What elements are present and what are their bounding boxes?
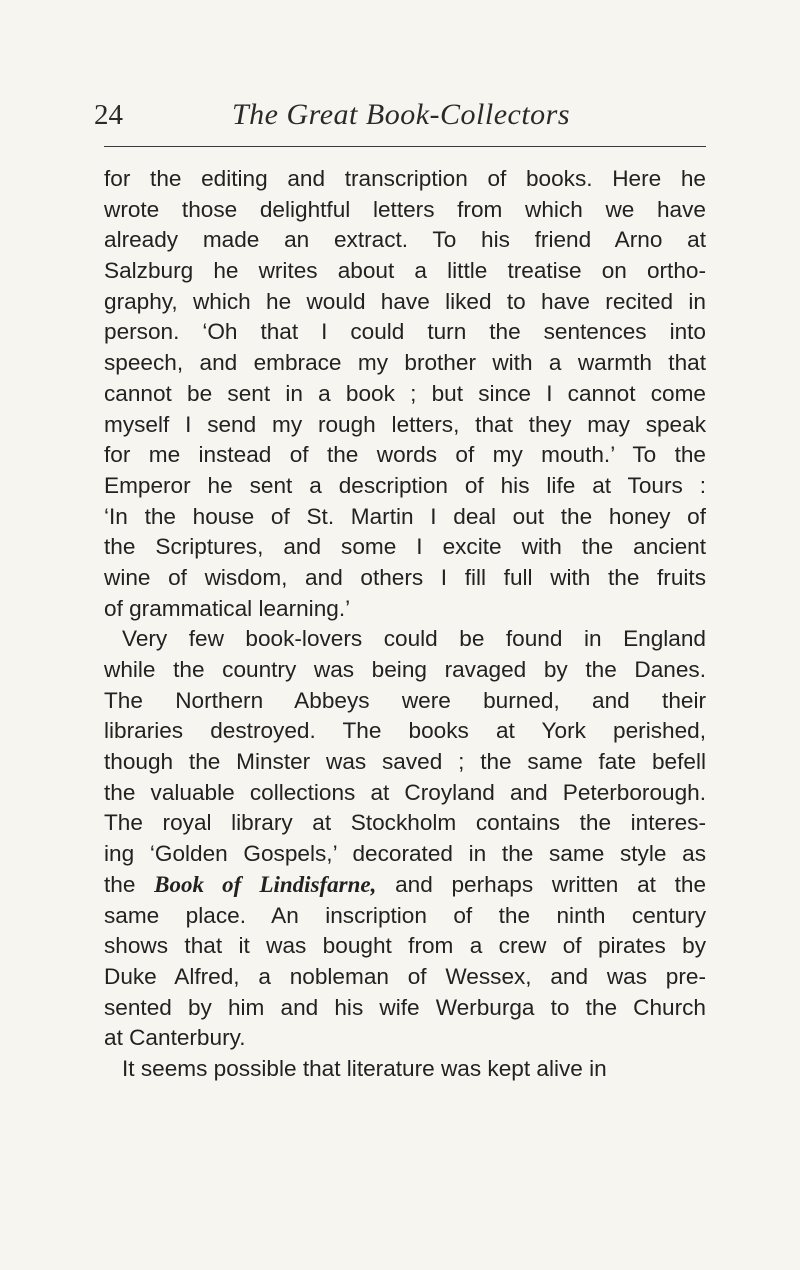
text-line: Duke Alfred, a nobleman of Wessex, and was pre- (104, 963, 706, 989)
body-text (104, 164, 706, 1085)
paragraph-start-line: Very few book-lovers could be found in England (122, 626, 706, 652)
paragraph-end-line: at Canterbury. (104, 1025, 246, 1051)
text-line: ‘In the house of St. Martin I deal out the honey of (104, 503, 706, 529)
text-line: the Scriptures, and some I excite with the ancient (104, 534, 706, 560)
line-text-after: and perhaps written at the (376, 871, 706, 897)
text-line: cannot be sent in a book ; but since I cannot come (104, 380, 706, 406)
page-number: 24 (94, 99, 123, 131)
text-line: though the Minster was saved ; the same fate befell (104, 749, 706, 775)
text-line: already made an extract. To his friend Arno at (104, 227, 706, 253)
text-line: graphy, which he would have liked to have recited in (104, 288, 706, 314)
text-line: sented by him and his wife Werburga to the Church (104, 994, 706, 1020)
text-line: for me instead of the words of my mouth.’ To the (104, 442, 706, 468)
text-line: Emperor he sent a description of his life at Tours : (104, 472, 706, 498)
text-line: The Northern Abbeys were burned, and their (104, 687, 706, 713)
running-head (0, 92, 800, 138)
text-line: while the country was being ravaged by the Danes. (104, 657, 706, 682)
text-line: the valuable collections at Croyland and Peterborough. (104, 779, 706, 805)
header-rule (104, 146, 706, 147)
text-line: myself I send my rough letters, that they may speak (104, 411, 706, 437)
text-line: Salzburg he writes about a little treatise on ortho- (104, 258, 706, 284)
paragraph-end-line: of grammatical learning.’ (104, 595, 351, 621)
running-title: The Great Book-Collectors (232, 98, 571, 131)
line-text-before: the (104, 871, 155, 897)
text-line: same place. An inscription of the ninth century (104, 902, 706, 928)
text-line: speech, and embrace my brother with a warmth that (104, 350, 706, 376)
text-line-with-italic-title (104, 870, 706, 901)
text-line: person. ‘Oh that I could turn the sentences into (104, 319, 706, 345)
text-line: The royal library at Stockholm contains the interes- (104, 810, 706, 836)
text-line: for the editing and transcription of books. Here he (104, 166, 706, 191)
text-line: shows that it was bought from a crew of pirates by (104, 933, 706, 959)
text-line: libraries destroyed. The books at York perished, (104, 718, 706, 744)
italic-book-title: Book of Lindisfarne, (154, 871, 377, 897)
text-line: wine of wisdom, and others I fill full with the fruits (104, 564, 706, 590)
text-line: ing ‘Golden Gospels,’ decorated in the same style as (104, 841, 706, 867)
paragraph-start-line: It seems possible that literature was kept alive in (122, 1055, 607, 1081)
text-line: wrote those delightful letters from which we have (104, 196, 706, 222)
